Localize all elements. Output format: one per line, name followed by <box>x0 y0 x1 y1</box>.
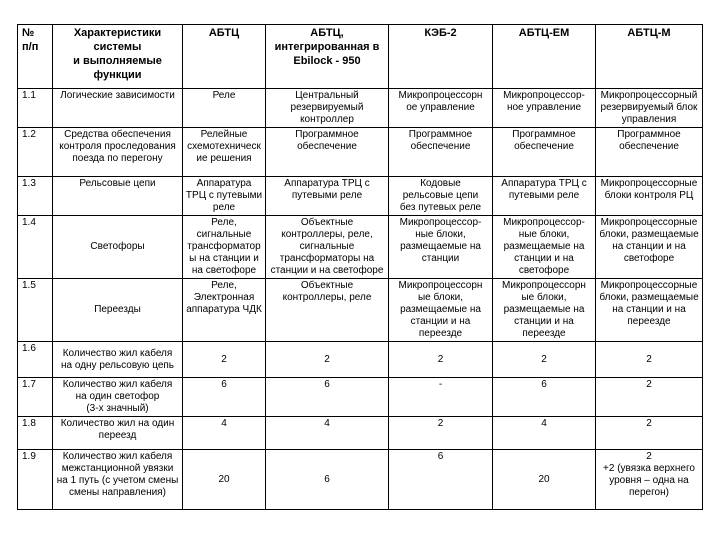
cell-abtc-em: 20 <box>493 450 596 510</box>
row-characteristic: Переезды <box>53 279 183 342</box>
cell-abtc: Релейные схемотехническ ие решения <box>183 128 266 177</box>
cell-abtc-em: Микропроцессорн ые блоки, размещаемые на станции и на переезде <box>493 279 596 342</box>
cell-abtc-m: Программное обеспечение <box>596 128 703 177</box>
row-number: 1.1 <box>18 89 53 128</box>
table-row <box>18 342 703 378</box>
cell-abtc: 2 <box>183 342 266 378</box>
cell-abtc: Аппаратура ТРЦ с путевыми реле <box>183 177 266 216</box>
cell-abtc-ebilock: Объектные контроллеры, реле, сигнальные трансформаторы на станции и на светофоре <box>266 216 389 279</box>
cell-abtc-ebilock: 4 <box>266 417 389 450</box>
cell-keb2: 2 <box>389 417 493 450</box>
header-keb2: КЭБ-2 <box>389 25 493 89</box>
cell-abtc: Реле, сигнальные трансформатор ы на станции и на светофоре <box>183 216 266 279</box>
table-row <box>18 177 703 216</box>
table-row <box>18 89 703 128</box>
cell-abtc: 6 <box>183 378 266 417</box>
cell-abtc-m: Микропроцессорные блоки контроля РЦ <box>596 177 703 216</box>
row-number: 1.3 <box>18 177 53 216</box>
cell-keb2: Программное обеспечение <box>389 128 493 177</box>
row-number: 1.5 <box>18 279 53 342</box>
header-abtc-em: АБТЦ-ЕМ <box>493 25 596 89</box>
cell-abtc: 20 <box>183 450 266 510</box>
cell-abtc-m: 2 +2 (увязка верхнего уровня – одна на перегон) <box>596 450 703 510</box>
row-characteristic: Светофоры <box>53 216 183 279</box>
cell-abtc: Реле <box>183 89 266 128</box>
table-header <box>18 25 703 89</box>
row-characteristic: Количество жил кабеля на один светофор (3-х значный) <box>53 378 183 417</box>
row-characteristic: Рельсовые цепи <box>53 177 183 216</box>
table-row <box>18 128 703 177</box>
cell-abtc-em: Программное обеспечение <box>493 128 596 177</box>
row-number: 1.7 <box>18 378 53 417</box>
row-characteristic: Средства обеспечения контроля проследования поезда по перегону <box>53 128 183 177</box>
cell-keb2: 2 <box>389 342 493 378</box>
cell-abtc-em: Микропроцессор- ное управление <box>493 89 596 128</box>
cell-abtc-ebilock: Центральный резервируемый контроллер <box>266 89 389 128</box>
table-row <box>18 450 703 510</box>
cell-abtc-ebilock: Объектные контроллеры, реле <box>266 279 389 342</box>
cell-abtc-ebilock: Программное обеспечение <box>266 128 389 177</box>
table-row <box>18 417 703 450</box>
cell-keb2: - <box>389 378 493 417</box>
cell-abtc-m: Микропроцессорные блоки, размещаемые на станции и на светофоре <box>596 216 703 279</box>
row-number: 1.9 <box>18 450 53 510</box>
row-number: 1.6 <box>18 342 53 378</box>
row-number: 1.8 <box>18 417 53 450</box>
cell-abtc-m: 2 <box>596 378 703 417</box>
cell-abtc-em: 4 <box>493 417 596 450</box>
header-abtc-m: АБТЦ-М <box>596 25 703 89</box>
row-characteristic: Количество жил кабеля на одну рельсовую цепь <box>53 342 183 378</box>
cell-abtc: 4 <box>183 417 266 450</box>
cell-keb2: Микропроцессор- ные блоки, размещаемые на станции <box>389 216 493 279</box>
header-row <box>18 25 703 89</box>
header-abtc-ebilock: АБТЦ, интегрированная в Ebilock - 950 <box>266 25 389 89</box>
cell-abtc-m: 2 <box>596 417 703 450</box>
cell-abtc-em: 2 <box>493 342 596 378</box>
cell-keb2: 6 <box>389 450 493 510</box>
cell-abtc-ebilock: 6 <box>266 378 389 417</box>
cell-abtc-m: Микропроцессорный резервируемый блок управления <box>596 89 703 128</box>
cell-abtc-ebilock: 2 <box>266 342 389 378</box>
cell-keb2: Микропроцессорн ые блоки, размещаемые на станции и на переезде <box>389 279 493 342</box>
cell-abtc-ebilock: Аппаратура ТРЦ с путевыми реле <box>266 177 389 216</box>
table-row <box>18 216 703 279</box>
cell-abtc-em: Аппаратура ТРЦ с путевыми реле <box>493 177 596 216</box>
header-characteristics: Характеристики системы и выполняемые функции <box>53 25 183 89</box>
row-characteristic: Количество жил кабеля межстанционной увязки на 1 путь (с учетом смены смены направления) <box>53 450 183 510</box>
header-number: № п/п <box>18 25 53 89</box>
comparison-table <box>17 24 703 510</box>
cell-keb2: Микропроцессорн ое управление <box>389 89 493 128</box>
cell-abtc-m: Микропроцессорные блоки, размещаемые на станции и на переезде <box>596 279 703 342</box>
row-characteristic: Количество жил на один переезд <box>53 417 183 450</box>
cell-abtc-ebilock: 6 <box>266 450 389 510</box>
row-number: 1.4 <box>18 216 53 279</box>
table-body <box>18 89 703 510</box>
cell-abtc-em: Микропроцессор- ные блоки, размещаемые на станции и на светофоре <box>493 216 596 279</box>
row-number: 1.2 <box>18 128 53 177</box>
header-abtc: АБТЦ <box>183 25 266 89</box>
cell-keb2: Кодовые рельсовые цепи без путевых реле <box>389 177 493 216</box>
cell-abtc: Реле, Электронная аппаратура ЧДК <box>183 279 266 342</box>
row-characteristic: Логические зависимости <box>53 89 183 128</box>
table-row <box>18 378 703 417</box>
table-row <box>18 279 703 342</box>
cell-abtc-m: 2 <box>596 342 703 378</box>
cell-abtc-em: 6 <box>493 378 596 417</box>
